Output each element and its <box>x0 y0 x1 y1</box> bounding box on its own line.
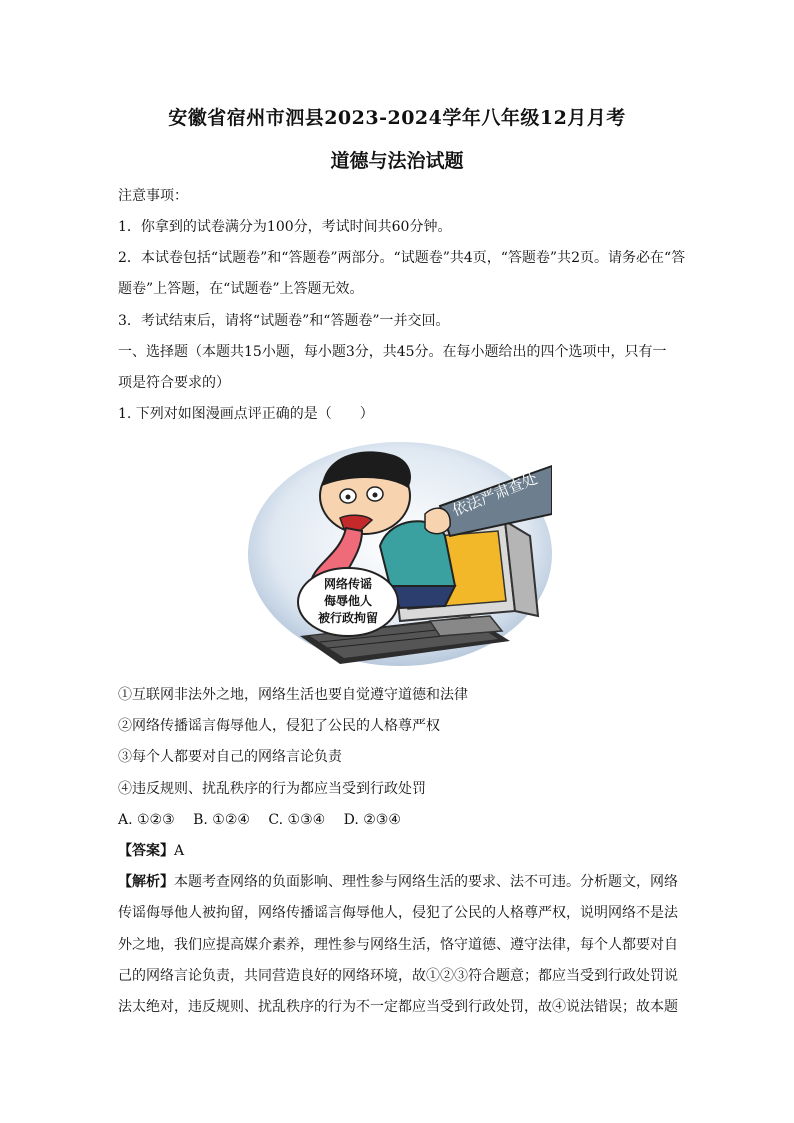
notice-heading: 注意事项： <box>118 188 188 204</box>
bubble-line-1: 网络传谣 <box>323 577 373 591</box>
answer-options: A. ①②③ B. ①②④ C. ①③④ D. ②③④ <box>118 812 401 828</box>
cartoon-illustration <box>240 436 552 666</box>
statement-1: ①互联网非法外之地，网络生活也要自觉遵守道德和法律 <box>118 687 468 703</box>
notice-item-2-cont: 题卷”上答题，在“试题卷”上答题无效。 <box>118 281 364 297</box>
bubble-line-2: 侮辱他人 <box>323 594 373 608</box>
notice-item-1: 1．你拿到的试卷满分为100分，考试时间共60分钟。 <box>118 219 452 235</box>
analysis-tag: 【解析】 <box>118 874 174 890</box>
notice-item-3: 3．考试结束后，请将“试题卷”和“答题卷”一并交回。 <box>118 313 450 329</box>
analysis-text-1: 本题考查网络的负面影响、理性参与网络生活的要求、法不可违。分析题文，网络 <box>174 874 678 890</box>
analysis-line-3: 外之地，我们应提高媒介素养，理性参与网络生活，恪守道德、遵守法律，每个人都要对自 <box>118 937 678 953</box>
analysis-line-5: 法太绝对，违反规则、扰乱秩序的行为不一定都应当受到行政处罚，故④说法错误；故本题 <box>118 999 678 1015</box>
analysis-line-2: 传谣侮辱他人被拘留，网络传播谣言侮辱他人，侵犯了公民的人格尊严权，说明网络不是法 <box>118 905 678 921</box>
analysis-line-1 <box>118 872 678 892</box>
sleeve-text: 依法严肃查处 <box>449 469 540 520</box>
notice-item-2: 2．本试卷包括“试题卷”和“答题卷”两部分。“试题卷”共4页，“答题卷”共2页。请务必在“答 <box>118 250 686 266</box>
statement-4: ④违反规则、扰乱秩序的行为都应当受到行政处罚 <box>118 781 426 797</box>
speech-bubble <box>298 568 398 636</box>
question-1-stem: 1. 下列对如图漫画点评正确的是（ ） <box>118 406 374 422</box>
bubble-line-3: 被行政拘留 <box>317 611 379 625</box>
answer-tag: 【答案】 <box>118 843 174 859</box>
section-heading: 一、选择题（本题共15小题，每小题3分，共45分。在每小题给出的四个选项中，只有一 <box>118 344 667 360</box>
exam-title: 安徽省宿州市泗县2023-2024学年八年级12月月考 <box>168 107 626 129</box>
exam-subtitle: 道德与法治试题 <box>330 150 464 172</box>
statement-3: ③每个人都要对自己的网络言论负责 <box>118 749 342 765</box>
section-heading-cont: 项是符合要求的） <box>118 375 230 391</box>
answer-value: A <box>174 843 185 859</box>
analysis-line-4: 己的网络言论负责，共同营造良好的网络环境，故①②③符合题意；都应当受到行政处罚说 <box>118 968 678 984</box>
statement-2: ②网络传播谣言侮辱他人，侵犯了公民的人格尊严权 <box>118 718 440 734</box>
answer-line <box>118 841 678 861</box>
